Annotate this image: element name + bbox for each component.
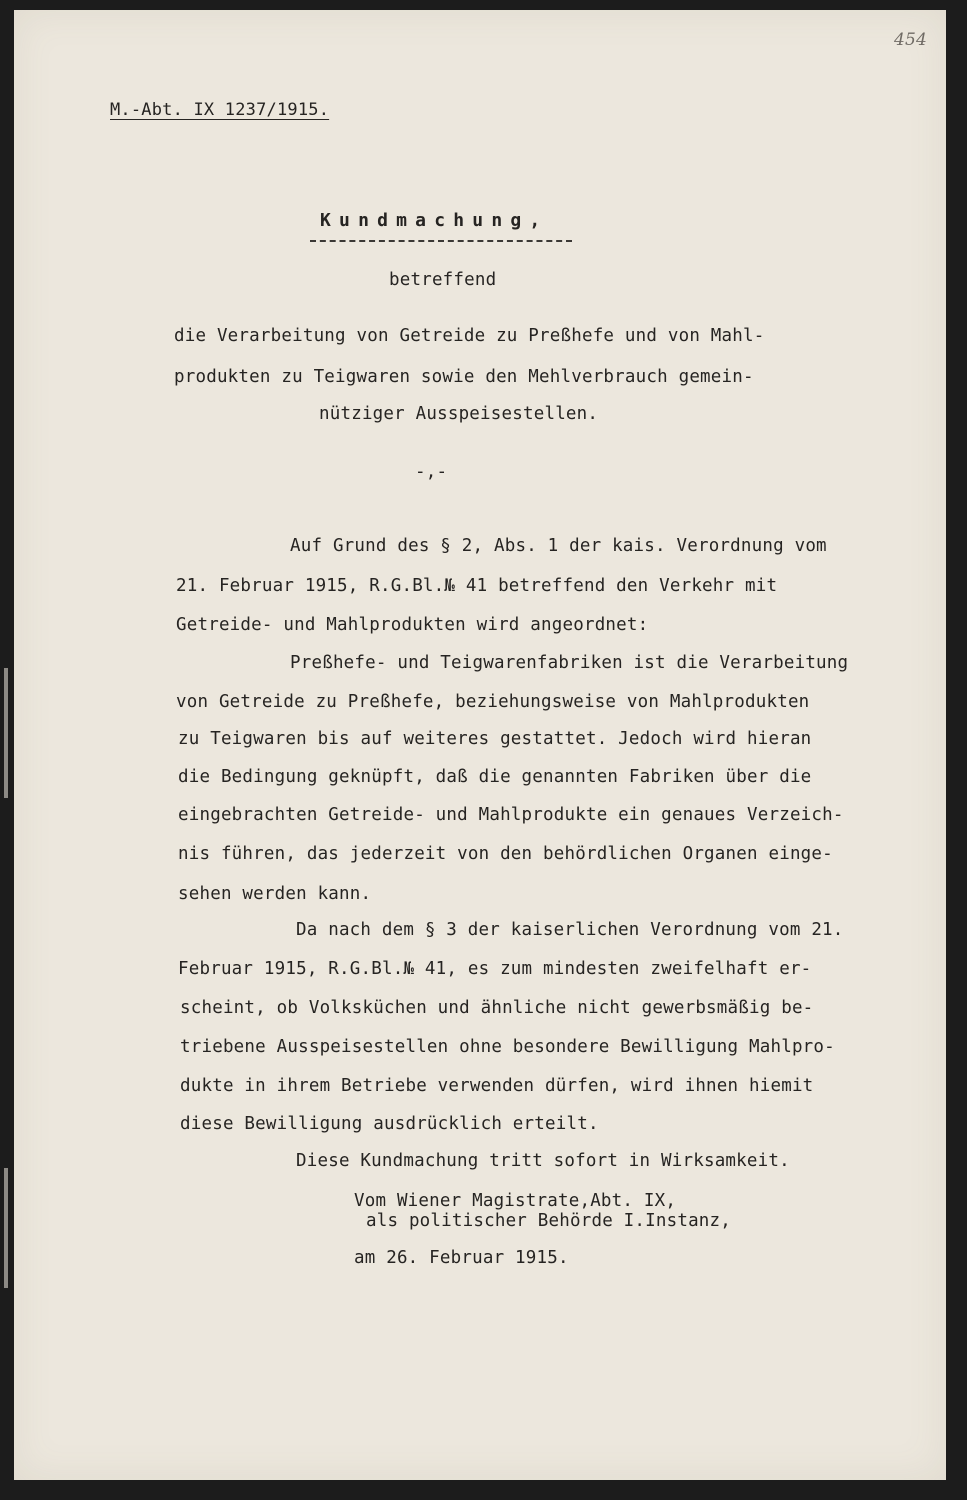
intro-line: Auf Grund des § 2, Abs. 1 der kais. Verordnung vom	[290, 536, 827, 556]
paragraph-1-line: die Bedingung geknüpft, daß die genannten Fabriken über die	[178, 767, 812, 787]
paragraph-1-line: nis führen, das jederzeit von den behördlichen Organen einge-	[178, 844, 833, 864]
title-underline	[310, 240, 572, 242]
binding-edge-mark	[4, 1168, 8, 1288]
concerning-line: nütziger Ausspeisestellen.	[319, 404, 599, 424]
intro-line: 21. Februar 1915, R.G.Bl.№ 41 betreffend den Verkehr mit	[176, 576, 778, 596]
document-date: am 26. Februar 1915.	[354, 1248, 569, 1268]
section-separator: -,-	[415, 462, 448, 482]
paragraph-2-line: scheint, ob Volksküchen und ähnliche nicht gewerbsmäßig be-	[180, 998, 814, 1018]
reference-number: M.-Abt. IX 1237/1915.	[110, 100, 330, 120]
paragraph-2-line: dukte in ihrem Betriebe verwenden dürfen, wird ihnen hiemit	[180, 1076, 814, 1096]
document-title: Kundmachung,	[320, 210, 549, 231]
effective-clause: Diese Kundmachung tritt sofort in Wirksamkeit.	[296, 1151, 790, 1171]
concerning-line: produkten zu Teigwaren sowie den Mehlverbrauch gemein-	[174, 367, 754, 387]
paragraph-2-line: diese Bewilligung ausdrücklich erteilt.	[180, 1114, 599, 1134]
paragraph-1-line: sehen werden kann.	[178, 884, 372, 904]
signature-line: Vom Wiener Magistrate,Abt. IX,	[354, 1191, 677, 1211]
paragraph-2-line: triebene Ausspeisestellen ohne besondere Bewilligung Mahlpro-	[180, 1037, 835, 1057]
paragraph-1-line: eingebrachten Getreide- und Mahlprodukte ein genaues Verzeich-	[178, 805, 844, 825]
paragraph-2-line: Februar 1915, R.G.Bl.№ 41, es zum mindesten zweifelhaft er-	[178, 959, 812, 979]
intro-line: Getreide- und Mahlprodukten wird angeordnet:	[176, 615, 649, 635]
paper-sheet	[14, 10, 946, 1480]
concerning-line: die Verarbeitung von Getreide zu Preßhefe und von Mahl-	[174, 326, 765, 346]
paragraph-2-line: Da nach dem § 3 der kaiserlichen Verordnung vom 21.	[296, 920, 844, 940]
paragraph-1-line: Preßhefe- und Teigwarenfabriken ist die Verarbeitung	[290, 653, 849, 673]
paragraph-1-line: zu Teigwaren bis auf weiteres gestattet. Jedoch wird hieran	[178, 729, 812, 749]
document-subtitle: betreffend	[389, 270, 497, 290]
signature-line: als politischer Behörde I.Instanz,	[366, 1211, 732, 1231]
folio-number: 454	[894, 30, 928, 50]
binding-edge-mark	[4, 668, 8, 798]
paragraph-1-line: von Getreide zu Preßhefe, beziehungsweise von Mahlprodukten	[176, 692, 810, 712]
